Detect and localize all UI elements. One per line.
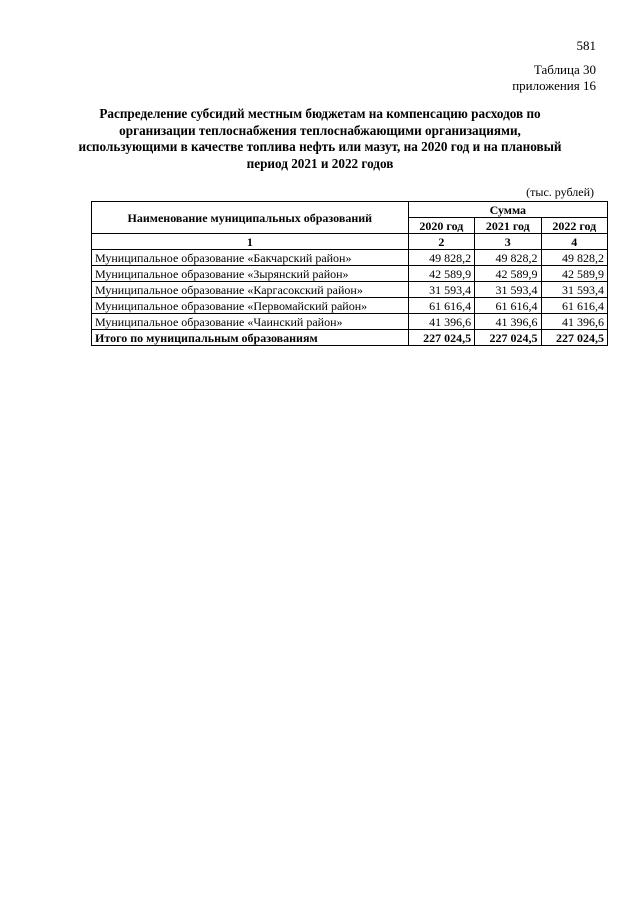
row-value-2021: 61 616,4 [475, 298, 541, 314]
row-value-2022: 49 828,2 [541, 250, 607, 266]
row-name: Муниципальное образование «Чаинский район» [92, 314, 409, 330]
row-value-2022: 31 593,4 [541, 282, 607, 298]
table-row [92, 314, 608, 330]
document-title: Распределение субсидий местным бюджетам на компенсацию расходов по организации теплоснабжения теплоснабжающими организациями, использующими в качестве топлива нефть или мазут, на 2020 год и на плановый период 2021 и 2022 годов [78, 106, 562, 171]
units-label: (тыс. рублей) [526, 185, 594, 199]
header-sum: Сумма [408, 202, 607, 218]
row-name: Муниципальное образование «Каргасокский район» [92, 282, 409, 298]
row-value-2020: 49 828,2 [408, 250, 474, 266]
index-cell: 4 [541, 234, 607, 250]
row-value-2021: 31 593,4 [475, 282, 541, 298]
row-value-2021: 42 589,9 [475, 266, 541, 282]
total-value-2020: 227 024,5 [408, 330, 474, 346]
row-value-2020: 42 589,9 [408, 266, 474, 282]
row-value-2020: 31 593,4 [408, 282, 474, 298]
index-row [92, 234, 608, 250]
table-row [92, 282, 608, 298]
row-value-2020: 41 396,6 [408, 314, 474, 330]
table-row [92, 298, 608, 314]
row-name: Муниципальное образование «Бакчарский район» [92, 250, 409, 266]
row-value-2021: 49 828,2 [475, 250, 541, 266]
row-value-2022: 42 589,9 [541, 266, 607, 282]
table-ref-line1: Таблица 30 [533, 62, 596, 77]
header-year-2021: 2021 год [475, 218, 541, 234]
total-name: Итого по муниципальным образованиям [92, 330, 409, 346]
row-value-2022: 41 396,6 [541, 314, 607, 330]
total-value-2021: 227 024,5 [475, 330, 541, 346]
index-cell: 3 [475, 234, 541, 250]
index-cell: 2 [408, 234, 474, 250]
table-reference [512, 62, 596, 94]
subsidy-table [91, 201, 608, 346]
index-cell: 1 [92, 234, 409, 250]
row-value-2021: 41 396,6 [475, 314, 541, 330]
table-row [92, 266, 608, 282]
row-name: Муниципальное образование «Первомайский район» [92, 298, 409, 314]
total-row [92, 330, 608, 346]
total-value-2022: 227 024,5 [541, 330, 607, 346]
header-year-2022: 2022 год [541, 218, 607, 234]
header-row [92, 202, 608, 218]
table-row [92, 250, 608, 266]
header-name: Наименование муниципальных образований [92, 202, 409, 234]
row-value-2022: 61 616,4 [541, 298, 607, 314]
header-year-2020: 2020 год [408, 218, 474, 234]
page-number: 581 [576, 38, 596, 53]
table-ref-line2: приложения 16 [512, 78, 596, 93]
row-value-2020: 61 616,4 [408, 298, 474, 314]
row-name: Муниципальное образование «Зырянский район» [92, 266, 409, 282]
